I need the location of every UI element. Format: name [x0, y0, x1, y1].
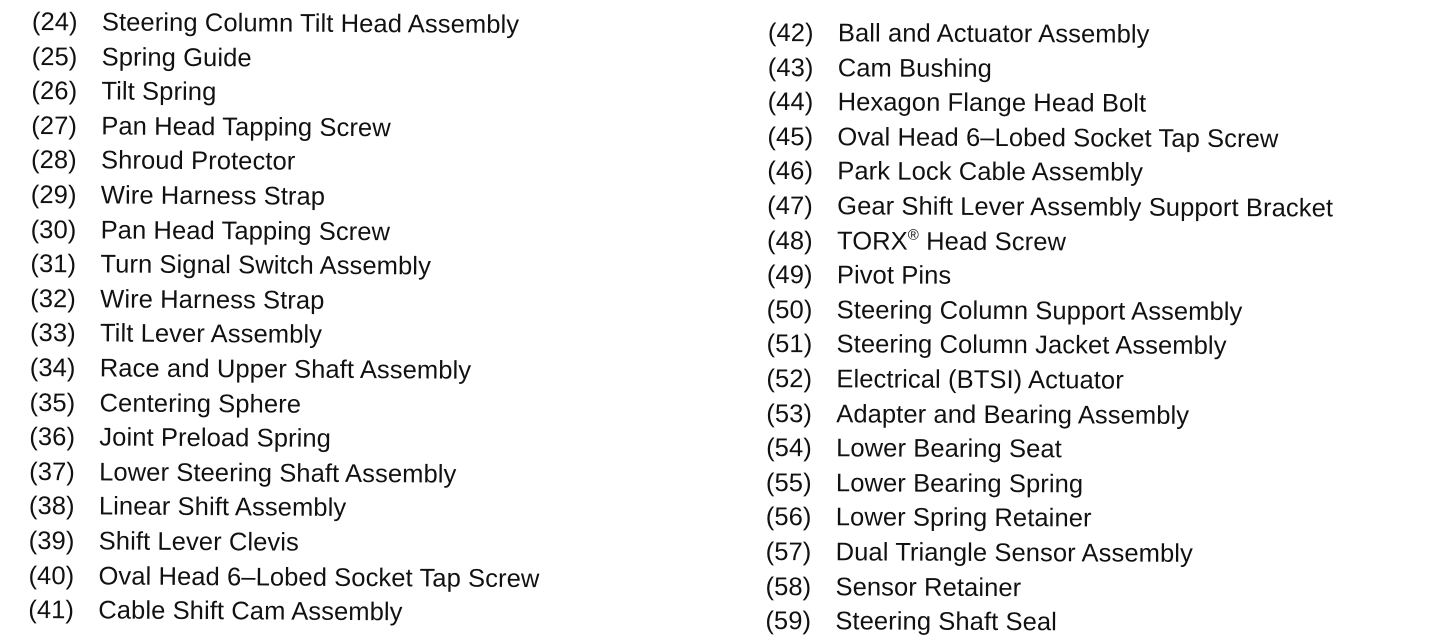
part-name-text: Lower Spring Retainer [835, 503, 1092, 533]
part-name-text: Tilt Lever Assembly [99, 319, 323, 350]
part-list-item [766, 500, 1332, 537]
part-name-text: Sensor Retainer [835, 572, 1022, 602]
part-list-item [768, 16, 1334, 53]
part-name [101, 144, 296, 180]
part-name [836, 466, 1083, 502]
part-number: (59) [765, 607, 812, 636]
part-name [99, 455, 456, 492]
part-list-item [30, 316, 541, 354]
part-name-text: Pan Head Tapping Screw [101, 112, 391, 142]
part-name-text: Cam Bushing [837, 53, 993, 83]
part-number: (55) [765, 468, 812, 497]
part-number: (41) [28, 596, 75, 625]
part-number: (26) [31, 77, 78, 106]
part-list-item [29, 386, 540, 424]
part-name-text: Steering Shaft Seal [835, 607, 1058, 637]
part-name [836, 397, 1189, 433]
part-list-item [29, 455, 540, 493]
part-list-item [29, 420, 540, 458]
part-number: (27) [31, 111, 78, 141]
part-name [838, 51, 992, 86]
part-number: (31) [30, 250, 77, 279]
part-list-item [28, 593, 539, 631]
part-name [837, 189, 1333, 226]
part-name [837, 293, 1243, 329]
part-list-item [31, 109, 542, 147]
part-number: (39) [28, 526, 75, 556]
part-number: (43) [767, 53, 814, 82]
part-name-text: Electrical (BTSI) Actuator [836, 365, 1124, 395]
part-name [98, 594, 402, 630]
part-name-text: Tilt Spring [101, 77, 217, 107]
part-name-text: Turn Signal Switch Assembly [100, 250, 432, 281]
parts-list-right-column [765, 16, 1334, 641]
part-number: (57) [765, 537, 812, 567]
part-name [835, 604, 1057, 640]
part-name [101, 75, 216, 110]
part-number: (53) [766, 399, 813, 428]
part-name-text: TORX [836, 226, 908, 256]
part-list-item [766, 362, 1332, 399]
part-name-text: Lower Steering Shaft Assembly [99, 458, 457, 489]
part-name-text: Shift Lever Clevis [98, 527, 300, 557]
part-number: (49) [766, 261, 813, 290]
part-name [102, 40, 252, 76]
part-number: (37) [29, 457, 75, 486]
registered-mark: ® [907, 226, 920, 244]
part-name-text: Dual Triangle Sensor Assembly [835, 538, 1193, 568]
part-name-text: Pan Head Tapping Screw [100, 215, 391, 246]
part-name [837, 224, 1066, 260]
part-list-item [30, 351, 541, 389]
part-name-text: Linear Shift Assembly [98, 492, 347, 523]
part-name-text: Shroud Protector [100, 146, 296, 176]
part-list-item [767, 189, 1333, 226]
part-number: (48) [766, 226, 813, 255]
part-list-item [766, 466, 1332, 503]
part-number: (33) [29, 319, 76, 348]
part-name-text: Centering Sphere [99, 388, 302, 419]
part-list-item [31, 74, 542, 112]
part-number: (54) [766, 434, 812, 463]
part-number: (34) [29, 353, 76, 383]
part-name [98, 559, 539, 596]
part-name-text: Adapter and Bearing Assembly [836, 399, 1190, 430]
part-number: (38) [28, 492, 75, 521]
part-name [836, 362, 1124, 398]
part-name [101, 213, 391, 249]
part-list-item [30, 247, 541, 285]
part-name [838, 16, 1150, 52]
part-list-item [767, 224, 1333, 261]
part-name [836, 501, 1092, 537]
part-name [100, 282, 324, 318]
part-name-text: Wire Harness Strap [100, 285, 325, 315]
part-name-text: Ball and Actuator Assembly [837, 19, 1150, 49]
part-name [99, 490, 347, 526]
part-list-item [767, 120, 1333, 157]
part-name [837, 155, 1143, 191]
part-name [836, 535, 1193, 571]
part-number: (56) [765, 503, 812, 532]
part-name-text: Gear Shift Lever Assembly Support Bracket [837, 192, 1334, 223]
part-number: (24) [31, 7, 78, 37]
part-number: (28) [30, 146, 77, 175]
part-list-item [30, 282, 541, 320]
part-number: (50) [766, 295, 813, 324]
part-number: (35) [29, 388, 76, 417]
part-number: (51) [766, 330, 813, 359]
part-number: (45) [767, 122, 814, 151]
part-list-item [765, 569, 1331, 606]
part-name-text: Pivot Pins [836, 261, 952, 290]
part-number: (47) [767, 191, 813, 221]
part-name-text: Lower Bearing Spring [835, 469, 1084, 499]
part-name [101, 178, 325, 214]
part-name [99, 421, 331, 457]
part-name-text: Hexagon Flange Head Bolt [837, 88, 1147, 118]
part-name [102, 5, 519, 42]
part-name-text: Steering Column Support Assembly [836, 296, 1243, 326]
part-name-text: Cable Shift Cam Assembly [98, 596, 403, 627]
part-number: (52) [766, 364, 813, 394]
part-number: (32) [30, 284, 77, 314]
part-name-text: Joint Preload Spring [99, 423, 332, 453]
part-name [837, 120, 1278, 157]
part-name [99, 386, 301, 422]
part-list-item [768, 85, 1334, 122]
part-number: (44) [767, 88, 814, 117]
part-number: (58) [765, 572, 812, 601]
part-name [835, 570, 1021, 605]
part-list-item [29, 489, 540, 527]
part-number: (46) [767, 157, 814, 186]
part-list-item [31, 178, 542, 216]
part-list-item [28, 558, 539, 596]
part-number: (30) [30, 215, 77, 244]
part-number: (40) [28, 561, 75, 590]
part-name-text: Spring Guide [101, 43, 252, 72]
part-list-item [766, 397, 1332, 434]
part-name [100, 351, 472, 388]
part-name [836, 431, 1062, 467]
part-name [838, 85, 1147, 121]
part-number: (25) [31, 42, 78, 71]
part-name-text: Lower Bearing Seat [836, 434, 1062, 464]
part-name-text: Oval Head 6–Lobed Socket Tap Screw [837, 123, 1279, 154]
part-list-item [29, 524, 540, 562]
part-list-item [766, 431, 1332, 468]
part-name [99, 524, 299, 560]
part-list-item [766, 327, 1332, 364]
part-name [101, 109, 391, 145]
part-list-item [768, 51, 1334, 88]
part-name [837, 258, 952, 293]
part-number: (36) [29, 423, 76, 452]
part-name-text-suffix: Head Screw [918, 227, 1067, 256]
part-name-text: Steering Column Jacket Assembly [836, 330, 1227, 361]
part-name [836, 328, 1226, 364]
part-name-text: Wire Harness Strap [100, 181, 326, 211]
part-name-text: Steering Column Tilt Head Assembly [101, 8, 520, 39]
part-number: (42) [767, 18, 814, 48]
part-list-item [765, 604, 1331, 641]
part-list-item [767, 293, 1333, 330]
part-list-item [767, 154, 1333, 191]
part-list-item [32, 5, 543, 43]
parts-list-left-column [28, 5, 543, 631]
part-list-item [766, 535, 1332, 572]
part-list-item [767, 258, 1333, 295]
part-name [100, 317, 322, 353]
part-list-item [31, 213, 542, 251]
part-name [100, 248, 431, 285]
part-name-text: Park Lock Cable Assembly [837, 157, 1144, 188]
part-list-item [31, 143, 542, 181]
part-name-text: Oval Head 6–Lobed Socket Tap Screw [98, 561, 540, 593]
part-list-item [32, 40, 543, 78]
part-name-text: Race and Upper Shaft Assembly [99, 354, 472, 385]
part-number: (29) [30, 180, 77, 210]
